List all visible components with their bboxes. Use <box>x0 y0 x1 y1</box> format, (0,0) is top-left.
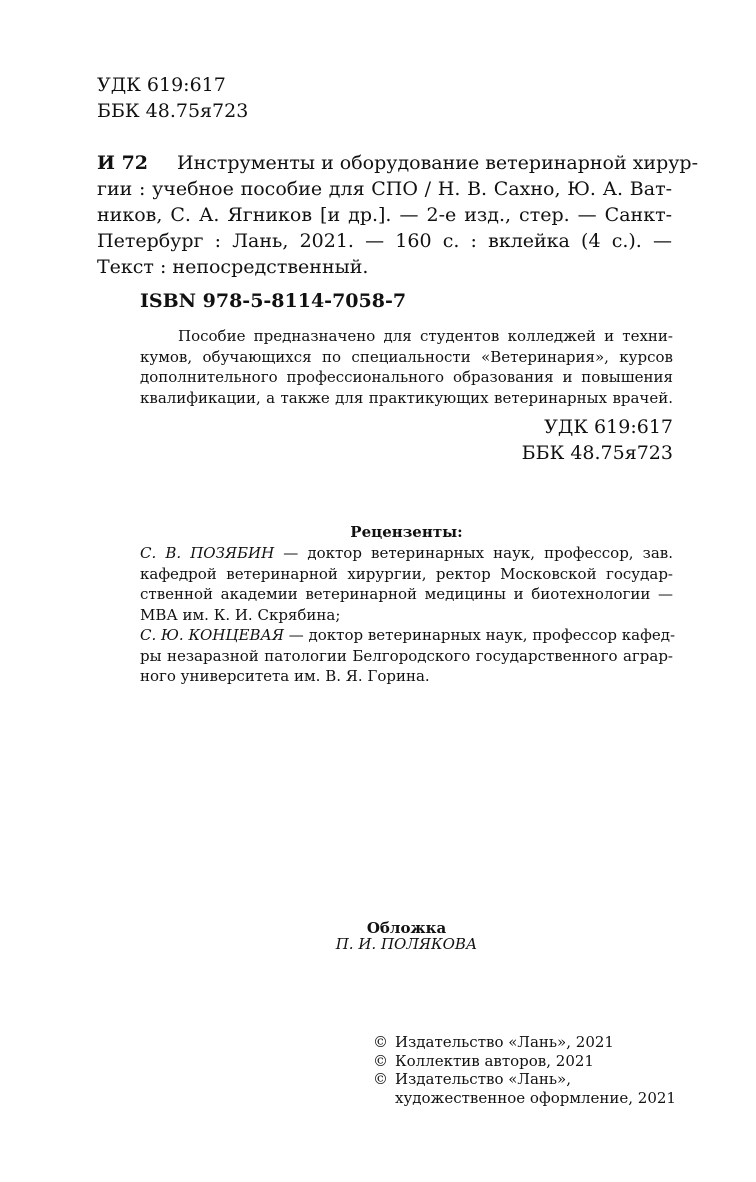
classification-udk: УДК 619:617 <box>544 416 673 438</box>
reviewer-1-line-2: кафедрой ветеринарной хирургии, ректор Московской государ- <box>140 564 673 583</box>
entry-line-3: ников, С. А. Ягников [и др.]. — 2-е изд., стер. — Санкт- <box>97 204 672 226</box>
copyright-line-1: Издательство «Лань», 2021 <box>395 1033 614 1051</box>
entry-line-5: Текст : непосредственный. <box>97 256 369 278</box>
entry-line-4: Петербург : Лань, 2021. — 160 с. : вклейка (4 с.). — <box>97 230 672 252</box>
annotation-line-2: кумов, обучающихся по специальности «Ветеринария», курсов <box>140 347 673 366</box>
entry-line-1: Инструменты и оборудование ветеринарной хирур- <box>177 152 699 174</box>
reviewer-2-name: С. Ю. КОНЦЕВАЯ <box>140 626 284 644</box>
annotation-line-4: квалификации, а также для практикующих ветеринарных врачей. <box>140 388 673 407</box>
reviewer-2-line-1 <box>140 625 676 646</box>
reviewer-2-line-1-rest: — доктор ветеринарных наук, профессор кафед- <box>283 626 676 644</box>
reviewers-heading: Рецензенты: <box>350 523 463 541</box>
reviewer-2-line-3: ного университета им. В. Я. Горина. <box>140 667 430 685</box>
reviewer-1-line-1-rest: — доктор ветеринарных наук, профессор, зав. <box>274 544 673 562</box>
isbn: ISBN 978-5-8114-7058-7 <box>140 290 407 312</box>
reviewer-1-line-1 <box>140 543 673 564</box>
entry-line-2: гии : учебное пособие для СПО / Н. В. Сахно, Ю. А. Ват- <box>97 178 672 200</box>
header-bbk: ББК 48.75я723 <box>97 100 249 122</box>
entry-code: И 72 <box>97 152 149 174</box>
header-udk: УДК 619:617 <box>97 74 226 96</box>
reviewer-1-line-3: ственной академии ветеринарной медицины и биотехнологии — <box>140 585 673 603</box>
copyright-icon: © <box>373 1051 388 1070</box>
reviewer-2-line-2: ры незаразной патологии Белгородского государственного аграр- <box>140 646 673 665</box>
annotation-line-1: Пособие предназначено для студентов колледжей и техни- <box>178 327 673 345</box>
cover-author: П. И. ПОЛЯКОВА <box>335 935 478 953</box>
classification-bbk: ББК 48.75я723 <box>521 442 673 464</box>
reviewer-1-line-4: МВА им. К. И. Скрябина; <box>140 605 341 624</box>
copyright-line-2: Коллектив авторов, 2021 <box>395 1051 594 1070</box>
copyright-icon: © <box>373 1033 388 1051</box>
cover-label: Обложка <box>366 919 447 937</box>
copyright-line-3: Издательство «Лань», <box>395 1070 572 1088</box>
reviewer-1-name: С. В. ПОЗЯБИН <box>140 544 275 562</box>
annotation-line-3: дополнительного профессионального образования и повышения <box>140 368 673 386</box>
copyright-line-4: художественное оформление, 2021 <box>395 1088 676 1107</box>
copyright-icon: © <box>373 1070 388 1088</box>
